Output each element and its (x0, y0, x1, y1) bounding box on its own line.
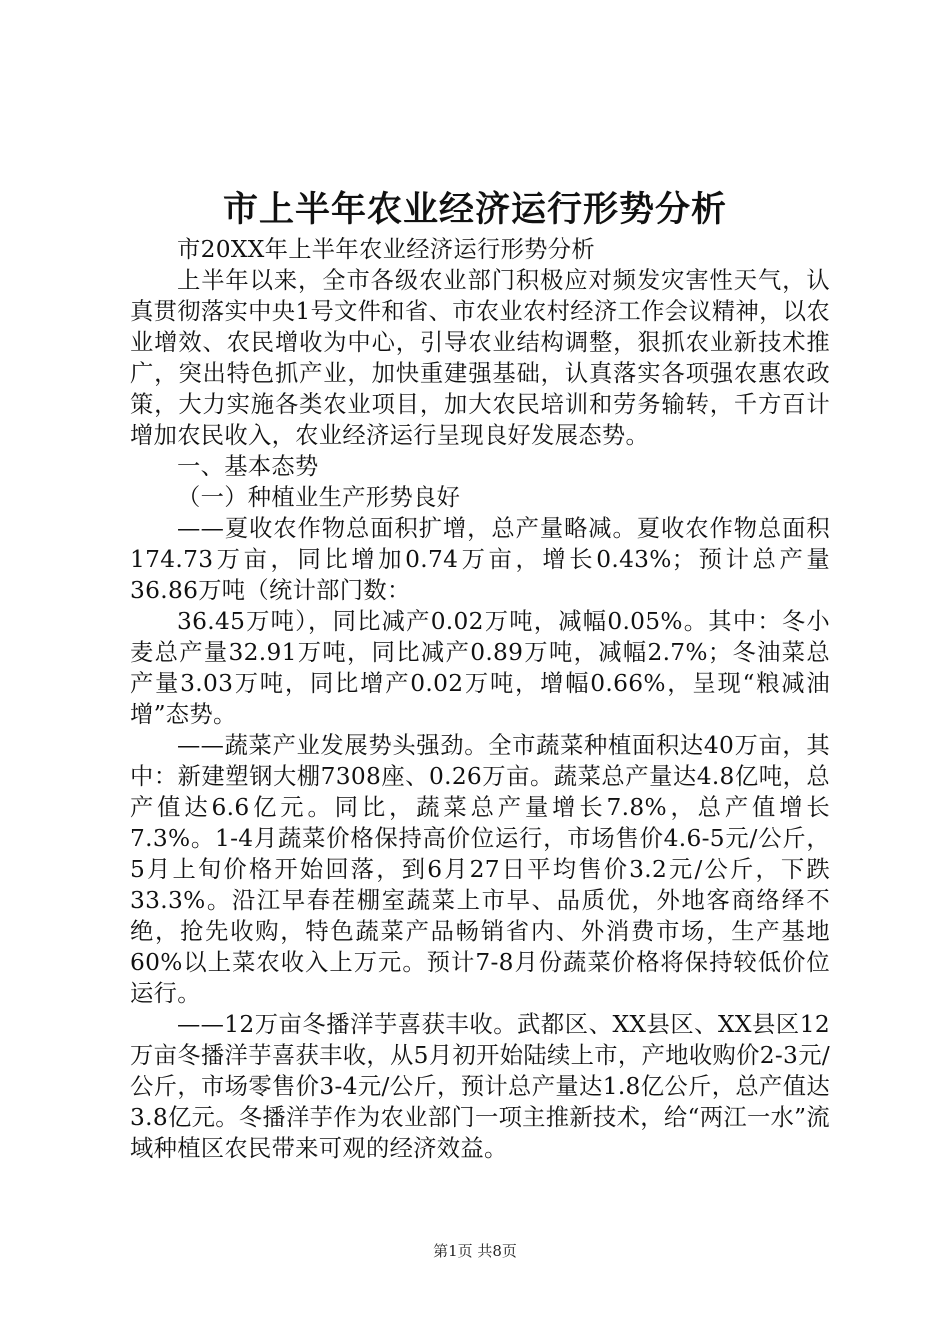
subsection-heading: （一）种植业生产形势良好 (177, 484, 461, 511)
summer-harvest-paragraph: ——夏收农作物总面积扩增，总产量略减。夏收农作物总面积174.73万亩，同比增加0.74万亩，增长0.43%；预计总产量36.86万吨（统计部门数： (130, 515, 830, 604)
subtitle-paragraph: 市20XX年上半年农业经济运行形势分析 (177, 236, 595, 263)
vegetable-industry-paragraph: ——蔬菜产业发展势头强劲。全市蔬菜种植面积达40万亩，其中：新建塑钢大棚7308座、0.26万亩。蔬菜总产量达4.8亿吨，总产值达6.6亿元。同比，蔬菜总产量增长7.8%，总产值增长7.3%。1-4月蔬菜价格保持高价位运行，市场售价4.6-5元/公斤，5月上旬价格开始回落，到6月27日平均售价3.2元/公斤，下跌33.3%。沿江早春茬棚室蔬菜上市早、品质优，外地客商络绎不绝，抢先收购，特色蔬菜产品畅销省内、外消费市场，生产基地60%以上菜农收入上万元。预计7-8月份蔬菜价格将保持较低价位运行。 (130, 732, 830, 1007)
page-footer: 第1页 共8页 (433, 1242, 517, 1260)
intro-paragraph: 上半年以来，全市各级农业部门积极应对频发灾害性天气，认真贯彻落实中央1号文件和省、市农业农村经济工作会议精神，以农业增效、农民增收为中心，引导农业结构调整，狠抓农业新技术推广，突出特色抓产业，加快重建强基础，认真落实各项强农惠农政策，大力实施各类农业项目，加大农民培训和劳务输转，千方百计增加农民收入，农业经济运行呈现良好发展态势。 (130, 267, 830, 449)
document-body (130, 234, 830, 1164)
potato-harvest-paragraph: ——12万亩冬播洋芋喜获丰收。武都区、XX县区、XX县区12万亩冬播洋芋喜获丰收，从5月初开始陆续上市，产地收购价2-3元/公斤，市场零售价3-4元/公斤，预计总产量达1.8亿公斤，总产值达3.8亿元。冬播洋芋作为农业部门一项主推新技术，给“两江一水”流域种植区农民带来可观的经济效益。 (130, 1011, 830, 1162)
document-title: 市上半年农业经济运行形势分析 (222, 189, 727, 230)
section-heading: 一、基本态势 (177, 453, 319, 480)
summer-harvest-continued-paragraph: 36.45万吨），同比减产0.02万吨，减幅0.05%。其中：冬小麦总产量32.91万吨，同比减产0.89万吨，减幅2.7%；冬油菜总产量3.03万吨，同比增产0.02万吨，增幅0.66%，呈现“粮减油增”态势。 (130, 608, 830, 728)
